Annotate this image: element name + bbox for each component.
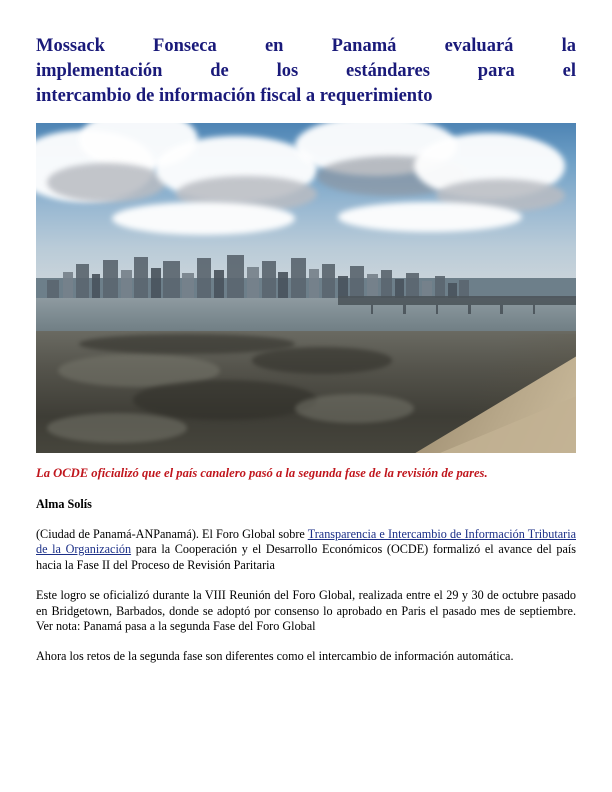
headline-line-2: implementación de los estándares para el: [36, 61, 576, 81]
article-content: [36, 34, 576, 680]
article-deck: La OCDE oficializó que el país canalero pasó a la segunda fase de la revisión de pares.: [36, 466, 488, 480]
cloud-shape: [47, 163, 166, 203]
headline-line-1: Mossack Fonseca en Panamá evaluará la: [36, 36, 576, 56]
cloud-shape: [112, 202, 296, 235]
photo-skyline: [36, 255, 576, 298]
page-title: [36, 34, 576, 109]
cloud-shape: [338, 202, 522, 232]
ocde-transparency-link[interactable]: Transparencia e Intercambio de Información Tributaria de la Organización: [36, 527, 576, 557]
article-photo: [36, 123, 576, 453]
article-paragraph-2: Este logro se oficializó durante la VIII Reunión del Foro Global, realizada entre el 29 y 30 de octubre pasado en Bridgetown, Barbados, donde se adoptó por consenso lo aprobado en Paris el pasado mes de septiembre. Ver nota: Panamá pasa a la segunda Fase del Foro Global: [36, 588, 576, 634]
article-paragraph-3: Ahora los retos de la segunda fase son diferentes como el intercambio de información automática.: [36, 649, 514, 664]
article-paragraph-1: [36, 527, 576, 573]
paragraph-1-text-a: (Ciudad de Panamá-ANPanamá). El Foro Global sobre: [36, 527, 308, 541]
article-byline: Alma Solís: [36, 497, 92, 511]
photo-pier: [338, 296, 576, 304]
paragraph-1-text-b: para la Cooperación y el Desarrollo Económicos (OCDE) formalizó el avance del país hacia la Fase II del Proceso de Revisión Paritaria: [36, 542, 576, 572]
headline-line-3: intercambio de información fiscal a requerimiento: [36, 86, 433, 106]
